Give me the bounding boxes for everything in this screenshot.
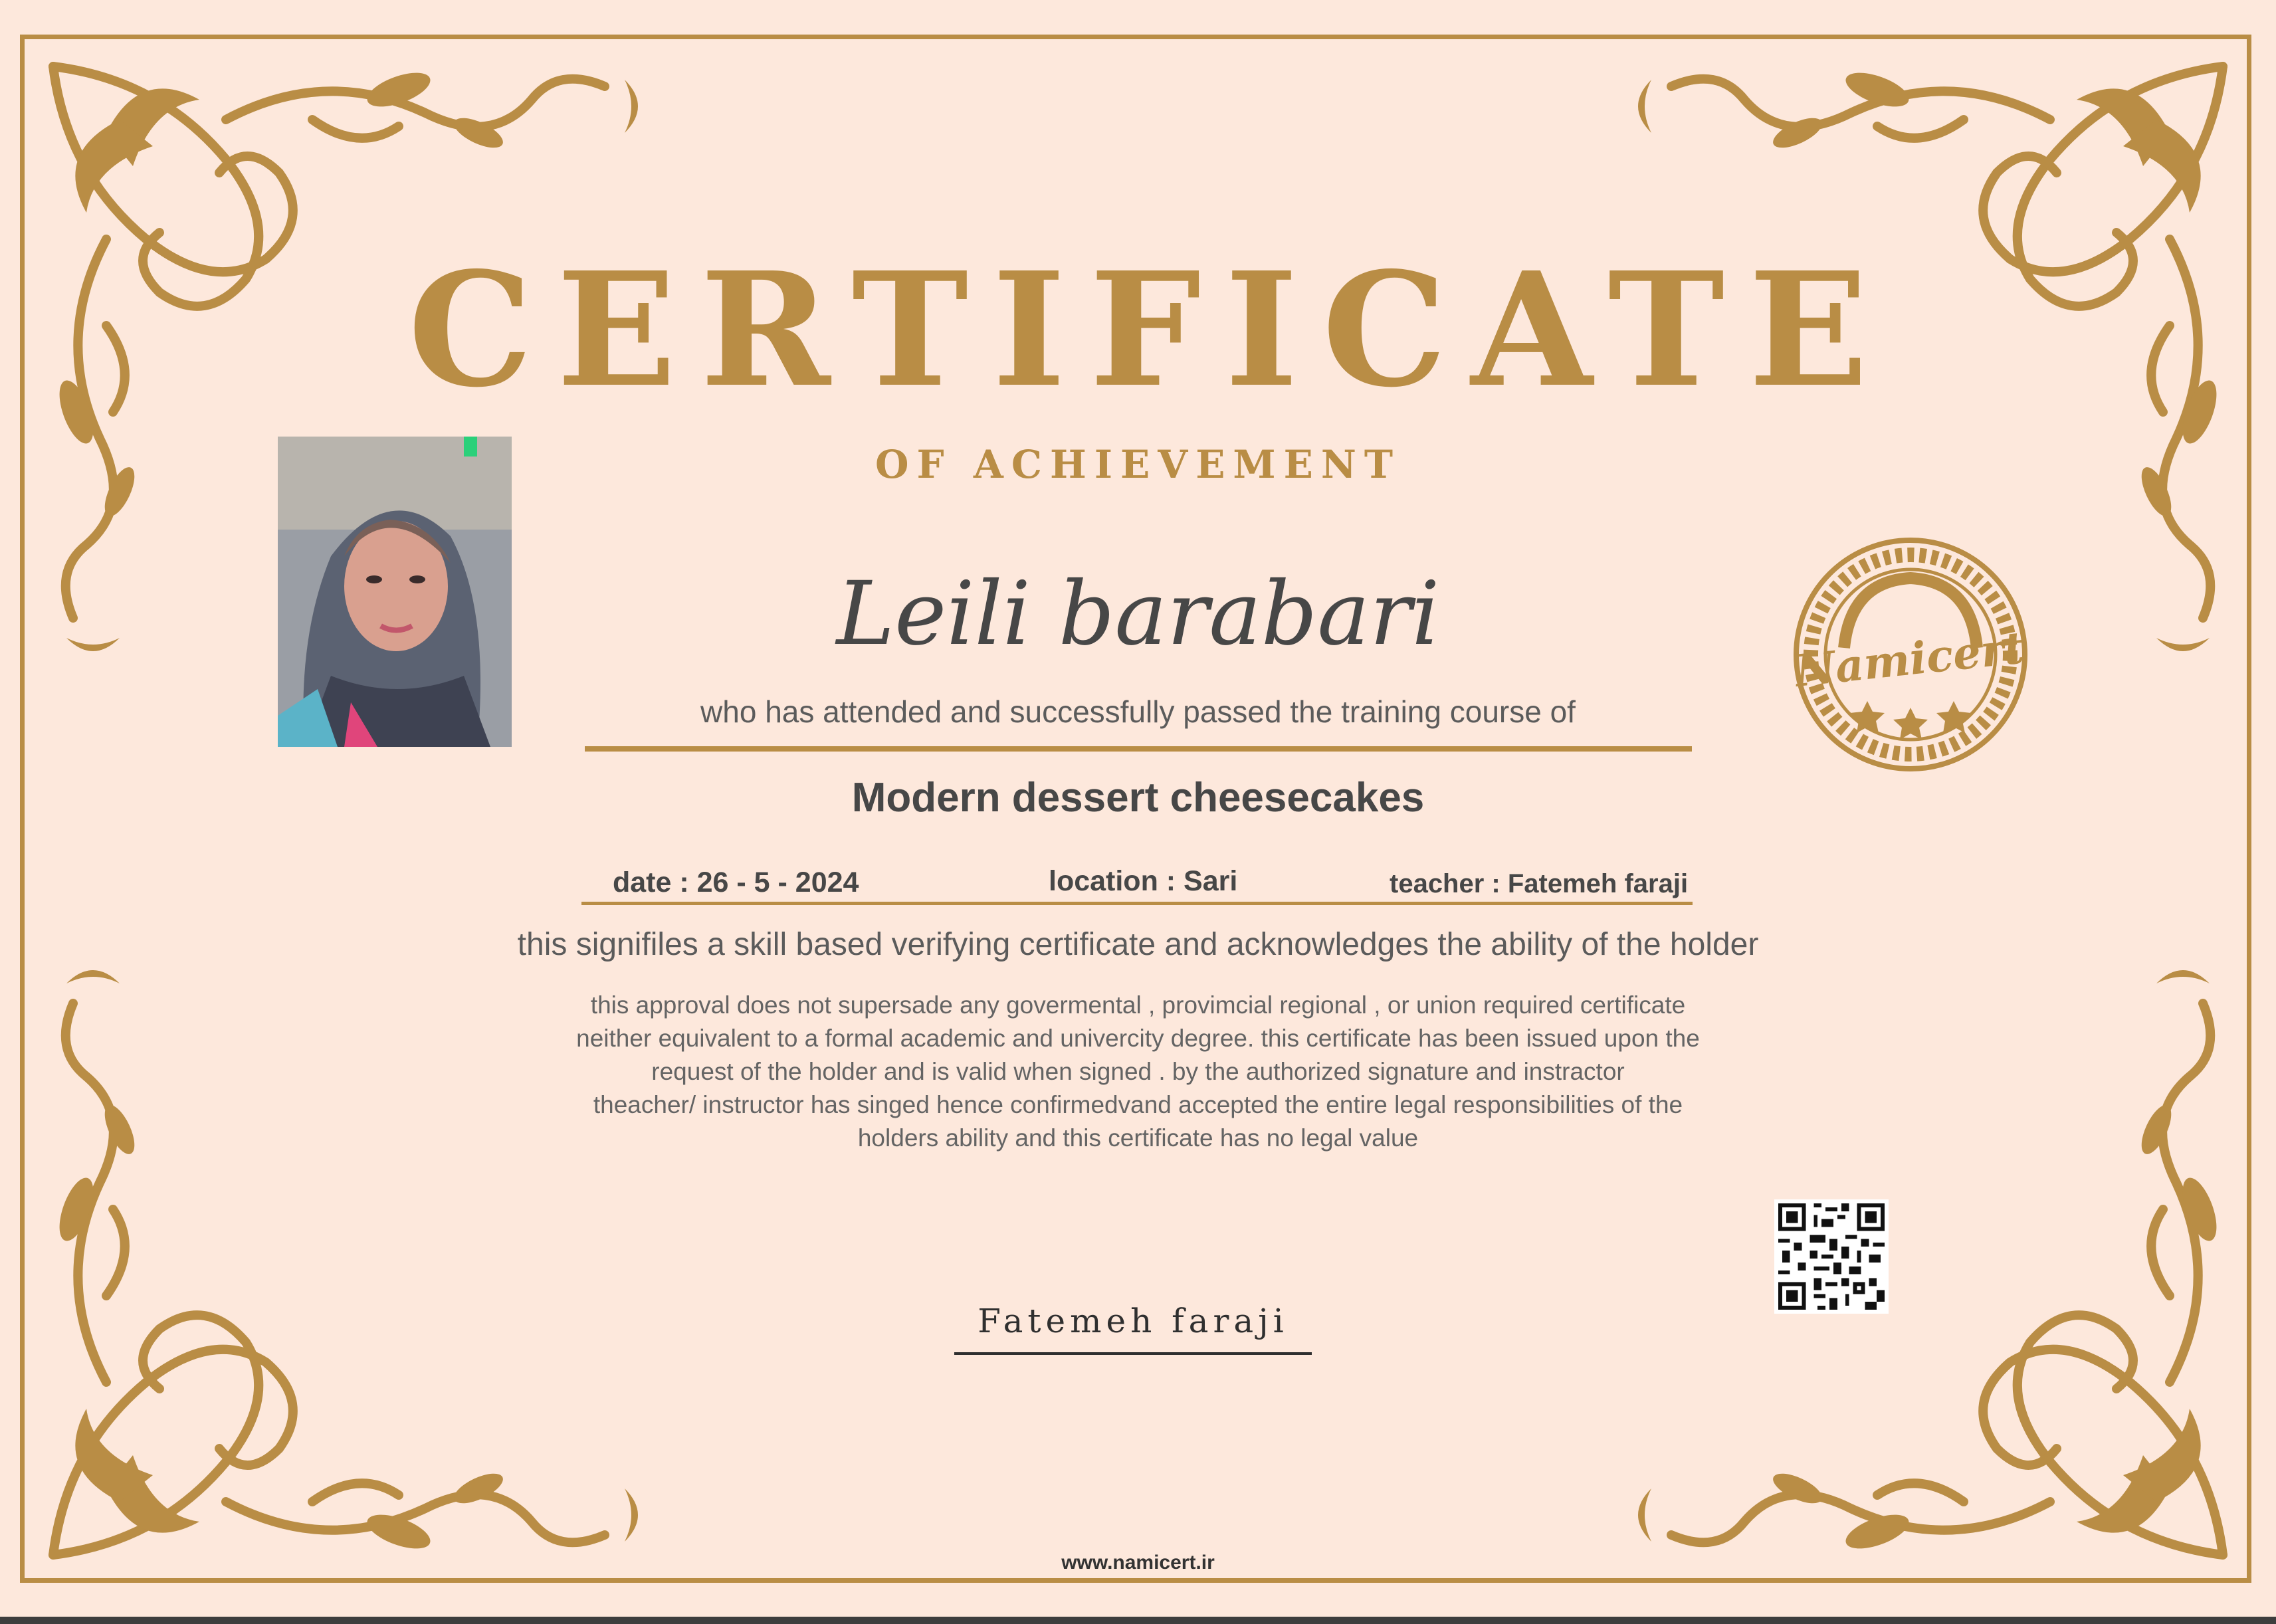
disclaimer-line: holders ability and this certificate has no legal value [857,1124,1419,1152]
seal-brand-text: Namicert [1792,621,2027,697]
namicert-seal-icon [1788,532,2033,777]
signature-name: Fatemeh faraji [978,1302,1289,1340]
disclaimer [0,989,2276,1155]
certificate-title: CERTIFICATE [407,237,1893,422]
location-text: location : Sari [1049,865,1238,897]
disclaimer-line: this approval does not supersade any govermental , provimcial regional , or union required certificate [590,991,1686,1019]
disclaimer-line: neither equivalent to a formal academic and univercity degree. this certificate has been issued upon the [576,1025,1700,1052]
disclaimer-line: request of the holder and is valid when signed . by the authorized signature and instractor [651,1058,1625,1085]
date-text: date : 26 - 5 - 2024 [613,866,859,898]
qr-code-icon [1774,1199,1889,1314]
details-underline [581,902,1693,905]
intro-text: who has attended and successfully passed the training course of [700,694,1576,729]
teacher-text: teacher : Fatemeh faraji [1390,869,1689,898]
signature-line [954,1352,1312,1355]
disclaimer-line: theacher/ instructor has singed hence confirmedvand accepted the entire legal responsibilities of the [593,1091,1683,1118]
website-link[interactable]: www.namicert.ir [1061,1552,1215,1573]
recipient-name: Leili barabari [836,563,1440,665]
statement-text: this signifiles a skill based verifying certificate and acknowledges the ability of the holder [517,927,1759,962]
course-name: Modern dessert cheesecakes [851,775,1425,821]
course-divider [585,746,1692,752]
certificate-subtitle: OF ACHIEVEMENT [875,442,1401,487]
bottom-edge [0,1617,2276,1624]
